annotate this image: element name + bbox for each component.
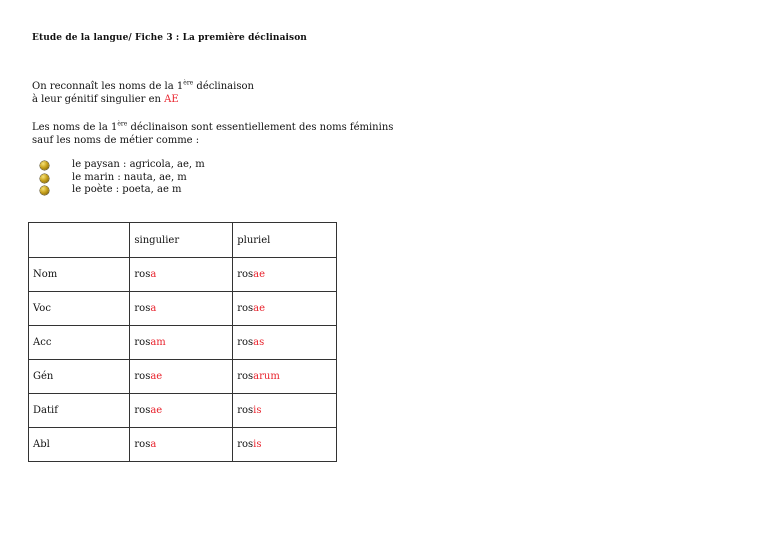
singular-form: rosae (130, 360, 233, 394)
genitive-ending-highlight: AE (164, 94, 179, 105)
plural-ending: arum (253, 371, 280, 382)
plural-form: rosis (233, 428, 337, 462)
table-header-empty (29, 223, 130, 258)
plural-form: rosarum (233, 360, 337, 394)
gold-bullet-icon (40, 161, 49, 170)
gold-bullet-icon (40, 174, 49, 183)
plural-ending: is (253, 405, 262, 416)
table-row (29, 360, 337, 394)
rule-line-2: sauf les noms de métier comme : (32, 135, 200, 146)
singular-form: rosam (130, 326, 233, 360)
case-label: Voc (29, 292, 130, 326)
plural-form: rosae (233, 258, 337, 292)
table-row (29, 292, 337, 326)
gold-bullet-icon (40, 186, 49, 195)
plural-ending: ae (253, 303, 266, 314)
plural-form: rosae (233, 292, 337, 326)
rule-line-1: Les noms de la 1ère déclinaison sont essentiellement des noms féminins (32, 120, 394, 133)
singular-form: rosae (130, 394, 233, 428)
case-label: Datif (29, 394, 130, 428)
singular-ending: am (150, 337, 166, 348)
plural-form: rosas (233, 326, 337, 360)
plural-ending: as (253, 337, 265, 348)
intro-line-2: à leur génitif singulier en AE (32, 94, 179, 105)
table-row (29, 394, 337, 428)
singular-form: rosa (130, 292, 233, 326)
intro-line-1: On reconnaît les noms de la 1ère déclinaison (32, 79, 254, 92)
singular-ending: ae (150, 405, 163, 416)
page-title: Etude de la langue/ Fiche 3 : La première déclinaison (32, 33, 307, 43)
table-row (29, 326, 337, 360)
rule-paragraph (32, 121, 393, 147)
case-label: Acc (29, 326, 130, 360)
singular-ending: ae (150, 371, 163, 382)
singular-ending: a (150, 439, 157, 450)
list-item: le marin : nauta, ae, m (40, 172, 205, 185)
case-label: Gén (29, 360, 130, 394)
singular-ending: a (150, 303, 157, 314)
intro-paragraph (32, 80, 254, 106)
ordinal-superscript: ère (183, 79, 194, 87)
list-item: le poète : poeta, ae m (40, 184, 205, 197)
list-item: le paysan : agricola, ae, m (40, 159, 205, 172)
declension-table (28, 222, 337, 462)
table-row (29, 258, 337, 292)
case-label: Abl (29, 428, 130, 462)
plural-ending: is (253, 439, 262, 450)
ordinal-superscript: ère (117, 120, 128, 128)
plural-ending: ae (253, 269, 266, 280)
case-label: Nom (29, 258, 130, 292)
singular-ending: a (150, 269, 157, 280)
table-row (29, 428, 337, 462)
singular-form: rosa (130, 258, 233, 292)
column-header-singular: singulier (130, 223, 233, 258)
column-header-plural: pluriel (233, 223, 337, 258)
examples-list (40, 159, 205, 197)
plural-form: rosis (233, 394, 337, 428)
table-header-row (29, 223, 337, 258)
singular-form: rosa (130, 428, 233, 462)
